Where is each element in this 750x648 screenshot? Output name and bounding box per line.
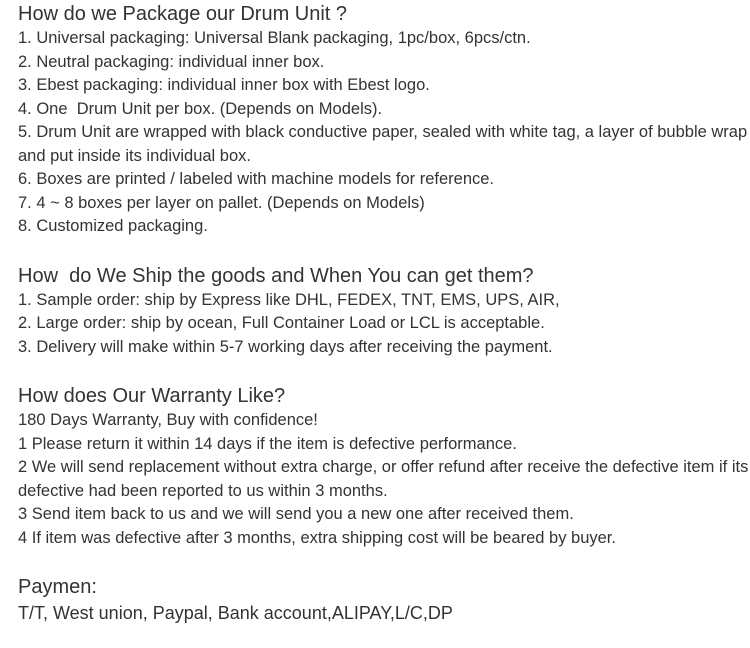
text-line: 6. Boxes are printed / labeled with machine models for reference.: [18, 170, 495, 188]
payment-heading: Paymen:: [18, 576, 97, 598]
section-shipping: [18, 264, 746, 360]
section-warranty: [18, 384, 749, 550]
text-line: defective had been reported to us within 3 months.: [18, 481, 388, 500]
text-line: 1 Please return it within 14 days if the item is defective performance.: [18, 434, 517, 453]
text-line: 4. One Drum Unit per box. (Depends on Models).: [18, 99, 383, 118]
text-line: 4 If item was defective after 3 months, extra shipping cost will be beared by buyer.: [18, 528, 616, 547]
section-payment: [18, 575, 746, 626]
text-line: 2 We will send replacement without extra charge, or offer refund after receive the defective item if its: [18, 458, 749, 476]
text-line: 8. Customized packaging.: [18, 217, 208, 235]
section-packaging: [18, 2, 746, 239]
text-line: 2. Neutral packaging: individual inner box.: [18, 52, 325, 71]
text-line: 2. Large order: ship by ocean, Full Container Load or LCL is acceptable.: [18, 314, 545, 332]
text-line: 5. Drum Unit are wrapped with black conductive paper, sealed with white tag, a layer of bubble wrap: [18, 123, 748, 141]
text-line: 180 Days Warranty, Buy with confidence!: [18, 411, 318, 429]
packaging-heading: How do we Package our Drum Unit ?: [18, 3, 348, 25]
text-line: 3. Ebest packaging: individual inner box with Ebest logo.: [18, 76, 430, 94]
text-line: and put inside its individual box.: [18, 146, 251, 165]
text-line: 3 Send item back to us and we will send you a new one after received them.: [18, 505, 574, 523]
warranty-heading: How does Our Warranty Like?: [18, 385, 286, 407]
text-line: 7. 4 ~ 8 boxes per layer on pallet. (Depends on Models): [18, 193, 425, 212]
text-line: 1. Sample order: ship by Express like DHL, FEDEX, TNT, EMS, UPS, AIR,: [18, 290, 560, 309]
shipping-heading: How do We Ship the goods and When You can get them?: [18, 264, 534, 287]
payment-methods-line: T/T, West union, Paypal, Bank account,ALIPAY,L/C,DP: [18, 603, 453, 623]
text-line: 3. Delivery will make within 5-7 working days after receiving the payment.: [18, 337, 553, 356]
text-line: 1. Universal packaging: Universal Blank packaging, 1pc/box, 6pcs/ctn.: [18, 29, 531, 47]
